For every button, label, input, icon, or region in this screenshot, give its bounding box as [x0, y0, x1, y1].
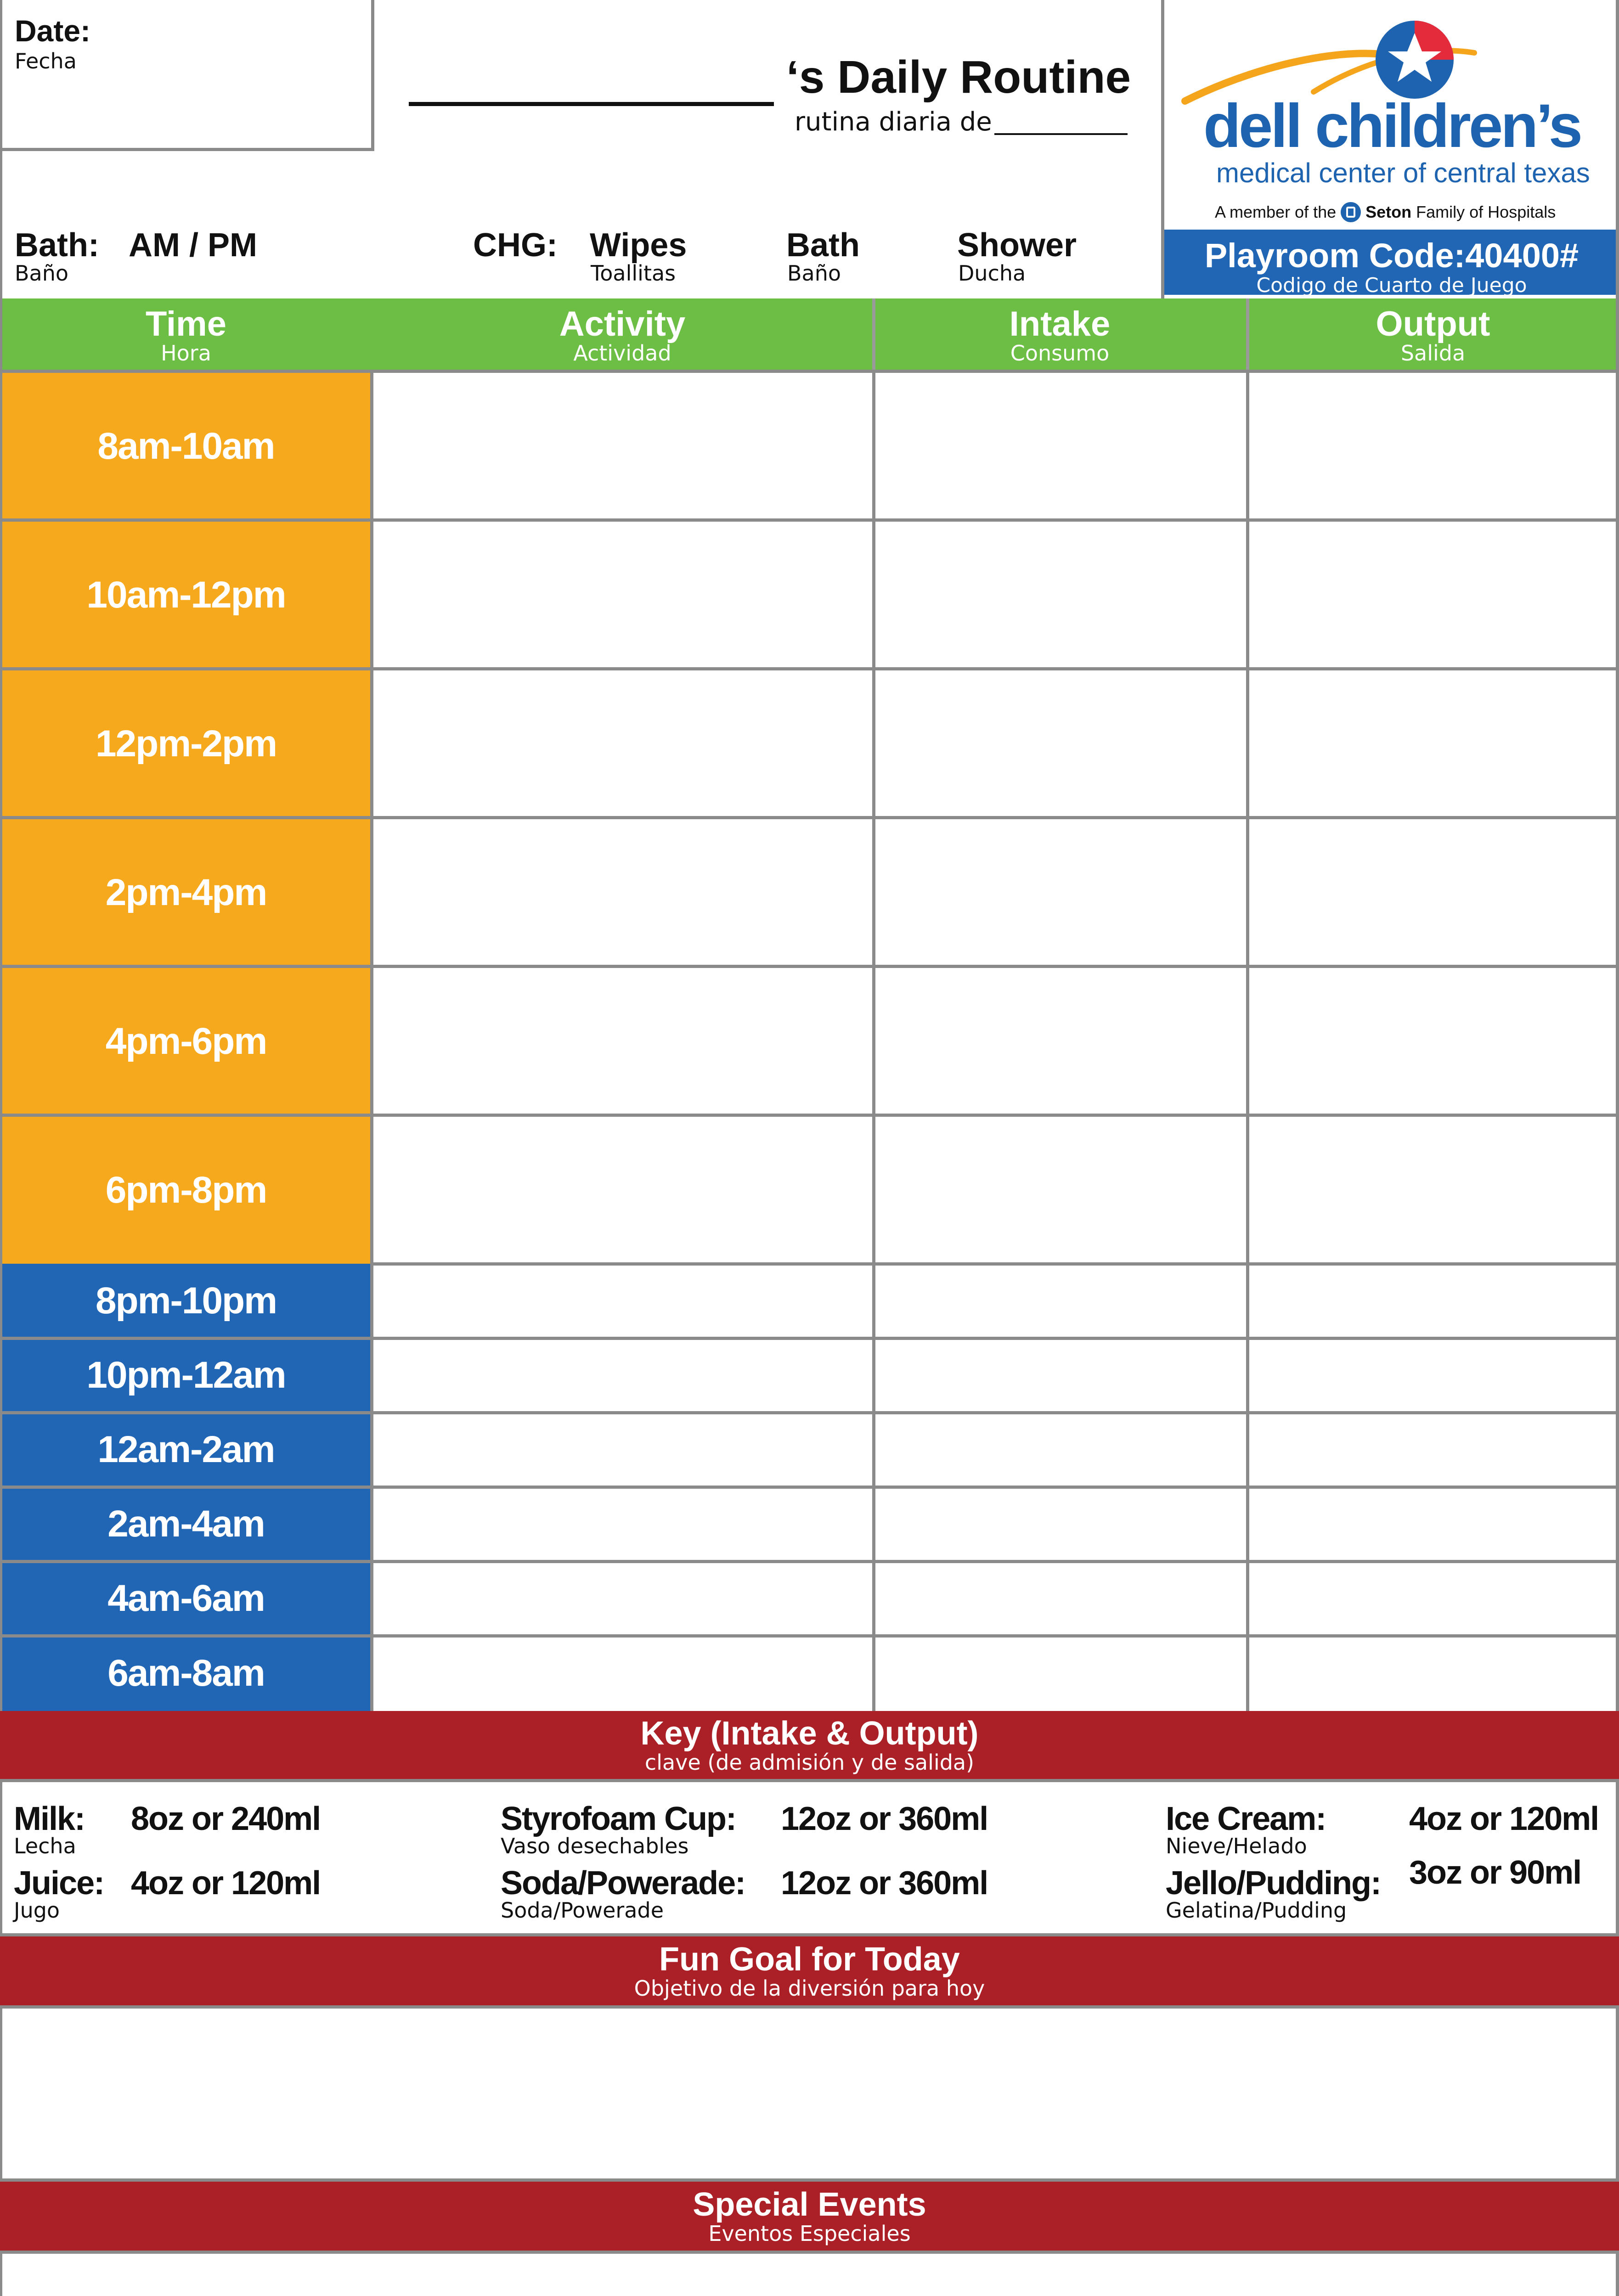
intake-column-area[interactable] [875, 373, 1246, 1711]
date-label-es: Fecha [15, 49, 77, 73]
time-slot-night: 12am-2am [97, 1429, 275, 1470]
key-title-es: clave (de admisión y de salida) [644, 1750, 975, 1775]
key-juice-label-es: Jugo [14, 1898, 60, 1923]
key-styrofoam-amount: 12oz or 360ml [781, 1801, 988, 1837]
grid-vline [1246, 370, 1249, 1711]
key-title: Key (Intake & Output) [640, 1715, 979, 1752]
bath-label-es: Baño [15, 261, 69, 286]
playroom-code-box [1164, 230, 1619, 295]
key-jello-label: Jello/Pudding: [1166, 1865, 1381, 1902]
grid-hline [0, 965, 1619, 968]
key-icecream-label: Ice Cream: [1166, 1801, 1326, 1837]
key-juice-amount: 4oz or 120ml [131, 1865, 321, 1902]
time-slot-day: 12pm-2pm [95, 723, 277, 765]
special-events-title-es: Eventos Especiales [708, 2221, 911, 2246]
name-blank-line[interactable] [409, 102, 774, 106]
column-header-divider [872, 298, 875, 370]
time-slot-night: 6am-8am [107, 1652, 265, 1694]
time-slot-day: 10am-12pm [86, 574, 286, 616]
time-slot-day: 2pm-4pm [105, 872, 267, 913]
column-header-output: Output Salida [1376, 304, 1490, 366]
key-juice-label: Juice: [14, 1865, 104, 1902]
routine-title-es: rutina diaria de [795, 107, 992, 137]
grid-hline [0, 1114, 1619, 1117]
grid-hline [372, 1262, 1619, 1266]
column-header-divider [1246, 298, 1249, 370]
key-styrofoam-label-es: Vaso desechables [501, 1834, 689, 1858]
date-label: Date: [15, 14, 91, 48]
logo-subtitle: medical center of central texas [1216, 158, 1590, 188]
fun-goal-title-es: Objetivo de la diversión para hoy [634, 1976, 985, 2001]
key-milk-label: Milk: [14, 1801, 85, 1837]
column-header-intake: Intake Consumo [1009, 304, 1111, 366]
special-events-bottom-line [0, 2251, 1619, 2254]
key-band [0, 1711, 1619, 1779]
grid-hline [0, 518, 1619, 522]
time-slot-night: 8pm-10pm [95, 1280, 277, 1322]
time-slot-day: 4pm-6pm [105, 1020, 267, 1062]
chg-wipes-es: Toallitas [591, 261, 676, 286]
key-milk-amount: 8oz or 240ml [131, 1801, 321, 1837]
key-styrofoam-label: Styrofoam Cup: [501, 1801, 736, 1837]
column-header-bottom-line [0, 370, 1619, 373]
grid-vline [370, 370, 373, 1711]
playroom-code: Playroom Code:40400# [1204, 236, 1579, 275]
playroom-code-es: Codigo de Cuarto de Juego [1256, 274, 1527, 297]
special-events-top-line [0, 2178, 1619, 2182]
seton-member-line [1215, 202, 1556, 222]
key-soda-label-es: Soda/Powerade [501, 1898, 664, 1923]
key-jello-label-es: Gelatina/Pudding [1166, 1898, 1347, 1923]
time-slot-day: 8am-10am [97, 425, 275, 467]
activity-column-area[interactable] [374, 373, 872, 1711]
fun-goal-bottom-line [0, 2005, 1619, 2009]
chg-bath-es: Baño [787, 261, 841, 286]
fun-goal-write-area[interactable] [2, 2009, 1616, 2178]
chg-shower[interactable]: Shower [957, 227, 1077, 264]
routine-es-blank-line[interactable] [994, 133, 1128, 135]
grid-hline [0, 667, 1619, 670]
fun-goal-band [0, 1936, 1619, 2005]
key-soda-amount: 12oz or 360ml [781, 1865, 988, 1902]
special-events-write-area[interactable] [2, 2254, 1616, 2296]
member-suffix: Family of Hospitals [1416, 203, 1556, 221]
grid-hline [0, 1337, 1619, 1340]
time-slot-night: 10pm-12am [86, 1354, 286, 1396]
column-header-activity: Activity Actividad [559, 304, 686, 366]
key-jello-amount: 3oz or 90ml [1409, 1854, 1581, 1891]
grid-hline [0, 1486, 1619, 1489]
time-slot-night: 4am-6am [107, 1577, 265, 1619]
routine-title: ‘s Daily Routine [786, 51, 1131, 103]
key-soda-label: Soda/Powerade: [501, 1865, 745, 1902]
key-band-bottom-line [0, 1779, 1619, 1782]
key-milk-label-es: Lecha [14, 1834, 76, 1858]
logo [1176, 9, 1617, 225]
bath-label: Bath: [15, 227, 99, 264]
grid-hline [0, 1634, 1619, 1638]
output-column-area[interactable] [1249, 373, 1619, 1711]
grid-vline [872, 370, 875, 1711]
chg-label: CHG: [473, 227, 558, 264]
fun-goal-top-line [0, 1933, 1619, 1936]
grid-hline [0, 1411, 1619, 1414]
chg-shower-es: Ducha [958, 261, 1026, 286]
fun-goal-title: Fun Goal for Today [659, 1941, 960, 1978]
special-events-title: Special Events [693, 2186, 926, 2223]
key-icecream-amount: 4oz or 120ml [1409, 1801, 1599, 1837]
column-header-time: Time Hora [145, 304, 226, 366]
key-icecream-label-es: Nieve/Helado [1166, 1834, 1307, 1858]
time-slot-night: 2am-4am [107, 1503, 265, 1545]
bath-am-pm[interactable]: AM / PM [129, 227, 257, 264]
member-brand: Seton [1365, 203, 1412, 221]
seton-icon [1341, 202, 1361, 222]
chg-bath[interactable]: Bath [786, 227, 860, 264]
grid-hline [0, 816, 1619, 819]
header-right-divider [1161, 0, 1164, 298]
time-slot-day: 6pm-8pm [105, 1169, 267, 1211]
logo-name: dell children’s [1203, 92, 1581, 160]
chg-wipes[interactable]: Wipes [590, 227, 687, 264]
member-prefix: A member of the [1215, 203, 1337, 221]
special-events-band [0, 2182, 1619, 2251]
grid-hline [0, 1560, 1619, 1563]
